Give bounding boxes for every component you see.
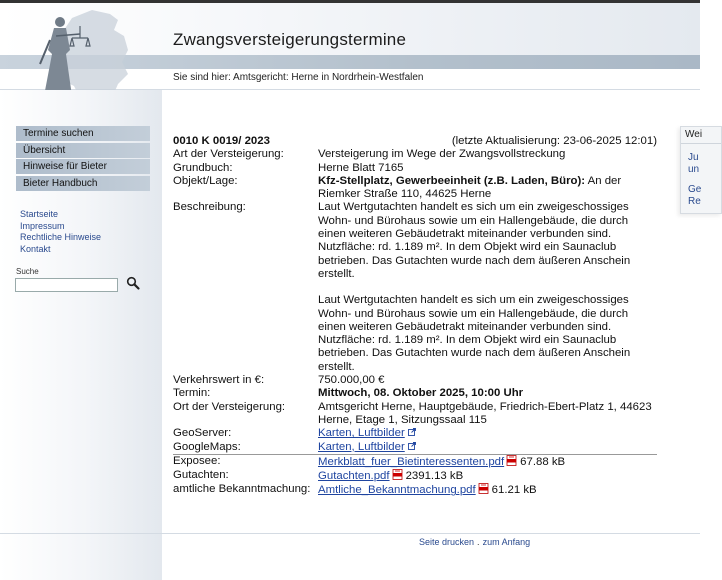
objekt-address: An der Riemker Straße 110, 44625 Herne xyxy=(318,174,622,201)
pdf-icon xyxy=(392,469,403,480)
art-value: Versteigerung im Wege der Zwangsvollstreckung xyxy=(318,148,566,161)
geoserver-link[interactable]: Karten, Luftbilder xyxy=(318,427,405,440)
art-label: Art der Versteigerung: xyxy=(173,148,284,161)
case-number: 0010 K 0019/ 2023 xyxy=(173,135,270,147)
right-panel-link-3[interactable]: Ge xyxy=(688,184,702,195)
footer: Seite drucken . zum Anfang xyxy=(419,537,531,547)
objekt-label: Objekt/Lage: xyxy=(173,174,238,187)
bekanntmachung-file-link[interactable]: Amtliche_Bekanntmachung.pdf xyxy=(318,484,476,497)
exposee-value xyxy=(318,454,657,469)
external-link-icon xyxy=(408,428,416,436)
gutachten-value xyxy=(318,469,657,483)
link-kontakt[interactable]: Kontakt xyxy=(20,243,51,254)
nav-item-uebersicht[interactable]: Übersicht xyxy=(16,143,150,158)
googlemaps-value xyxy=(318,441,657,455)
gutachten-file-link[interactable]: Gutachten.pdf xyxy=(318,470,390,483)
sidebar-nav xyxy=(16,126,150,192)
exposee-size: 67.88 kB xyxy=(520,455,566,468)
termin-label: Termin: xyxy=(173,387,211,400)
objekt-type: Kfz-Stellplatz, Gewerbeeinheit (z.B. Laden, Büro): xyxy=(318,174,586,187)
right-panel-link-1[interactable]: Ju xyxy=(688,152,699,163)
right-panel-link-4[interactable]: Re xyxy=(688,196,701,207)
beschreibung-label: Beschreibung: xyxy=(173,201,246,214)
verkehrswert-label: Verkehrswert in €: xyxy=(173,374,265,387)
googlemaps-link[interactable]: Karten, Luftbilder xyxy=(318,440,405,453)
termin-value: Mittwoch, 08. Oktober 2025, 10:00 Uhr xyxy=(318,387,524,400)
footer-divider xyxy=(0,533,700,534)
print-page-link[interactable]: Seite drucken xyxy=(419,537,475,547)
pdf-icon xyxy=(478,483,489,494)
gutachten-label: Gutachten: xyxy=(173,469,229,482)
link-startseite[interactable]: Startseite xyxy=(20,209,59,219)
external-link-icon xyxy=(408,442,416,450)
gutachten-size: 2391.13 kB xyxy=(405,470,464,483)
bekanntmachung-label: amtliche Bekanntmachung: xyxy=(173,483,311,496)
ort-label: Ort der Versteigerung: xyxy=(173,400,286,413)
exposee-label: Exposee: xyxy=(173,454,318,469)
back-to-top-link[interactable]: zum Anfang xyxy=(482,537,531,547)
right-panel-link-2[interactable]: un xyxy=(688,164,700,175)
beschreibung-paragraph-2: Laut Wertgutachten handelt es sich um ein zweigeschossiges Wohn- und Bürohaus sowie um ein Hallengebäude, die durch einen weiteren Gebäudetrakt miteinander verbunden sind. Nutzfläche: rd. 1.189 m². In dem Objekt wird ein Saunaclub betrieben. Das Gutachten wurde nach dem äußeren Anschein erstellt. xyxy=(318,294,631,373)
ort-value: Amtsgericht Herne, Hauptgebäude, Friedrich-Ebert-Platz 1, 44623 Herne, Etage 1, Sitzungssaal 115 xyxy=(318,400,652,426)
grundbuch-value: Herne Blatt 7165 xyxy=(318,161,404,174)
bekanntmachung-size: 61.21 kB xyxy=(491,484,537,497)
exposee-file-link[interactable]: Merkblatt_fuer_Bietinteressenten.pdf xyxy=(318,455,505,468)
auction-detail xyxy=(173,135,663,498)
verkehrswert-value: 750.000,00 € xyxy=(318,374,385,387)
nav-item-bieter-handbuch[interactable]: Bieter Handbuch xyxy=(16,176,150,191)
last-update: (letzte Aktualisierung: 23-06-2025 12:01) xyxy=(451,135,657,147)
sidebar-links xyxy=(20,209,101,255)
search-label: Suche xyxy=(16,267,39,276)
pdf-icon xyxy=(506,455,517,466)
right-info-panel xyxy=(680,126,722,214)
site-title: Zwangsversteigerungstermine xyxy=(173,30,407,49)
nav-item-termine-suchen[interactable]: Termine suchen xyxy=(16,126,150,141)
objekt-value xyxy=(318,175,657,202)
bekanntmachung-value xyxy=(318,483,657,497)
geoserver-value xyxy=(318,427,657,440)
nav-item-hinweise-fuer-bieter[interactable]: Hinweise für Bieter xyxy=(16,159,150,174)
grundbuch-label: Grundbuch: xyxy=(173,161,233,174)
search-icon[interactable] xyxy=(126,276,140,290)
link-rechtliche-hinweise[interactable]: Rechtliche Hinweise xyxy=(20,232,102,242)
right-panel-title: Wei xyxy=(685,129,703,140)
googlemaps-label: GoogleMaps: xyxy=(173,440,241,453)
beschreibung-value xyxy=(318,201,657,374)
geoserver-label: GeoServer: xyxy=(173,427,232,440)
beschreibung-paragraph-1: Laut Wertgutachten handelt es sich um ein zweigeschossiges Wohn- und Bürohaus sowie um ein Hallengebäude, die durch einen weiteren Gebäudetrakt miteinander verbunden sind. Nutzfläche: rd. 1.189 m². In dem Objekt wird ein Saunaclub betrieben. Das Gutachten wurde nach dem äußeren Anschein erstellt. xyxy=(318,201,631,280)
link-impressum[interactable]: Impressum xyxy=(20,220,65,231)
breadcrumb: Sie sind hier: Amtsgericht: Herne in Nordrhein-Westfalen xyxy=(173,72,424,83)
search-input[interactable] xyxy=(15,278,118,292)
